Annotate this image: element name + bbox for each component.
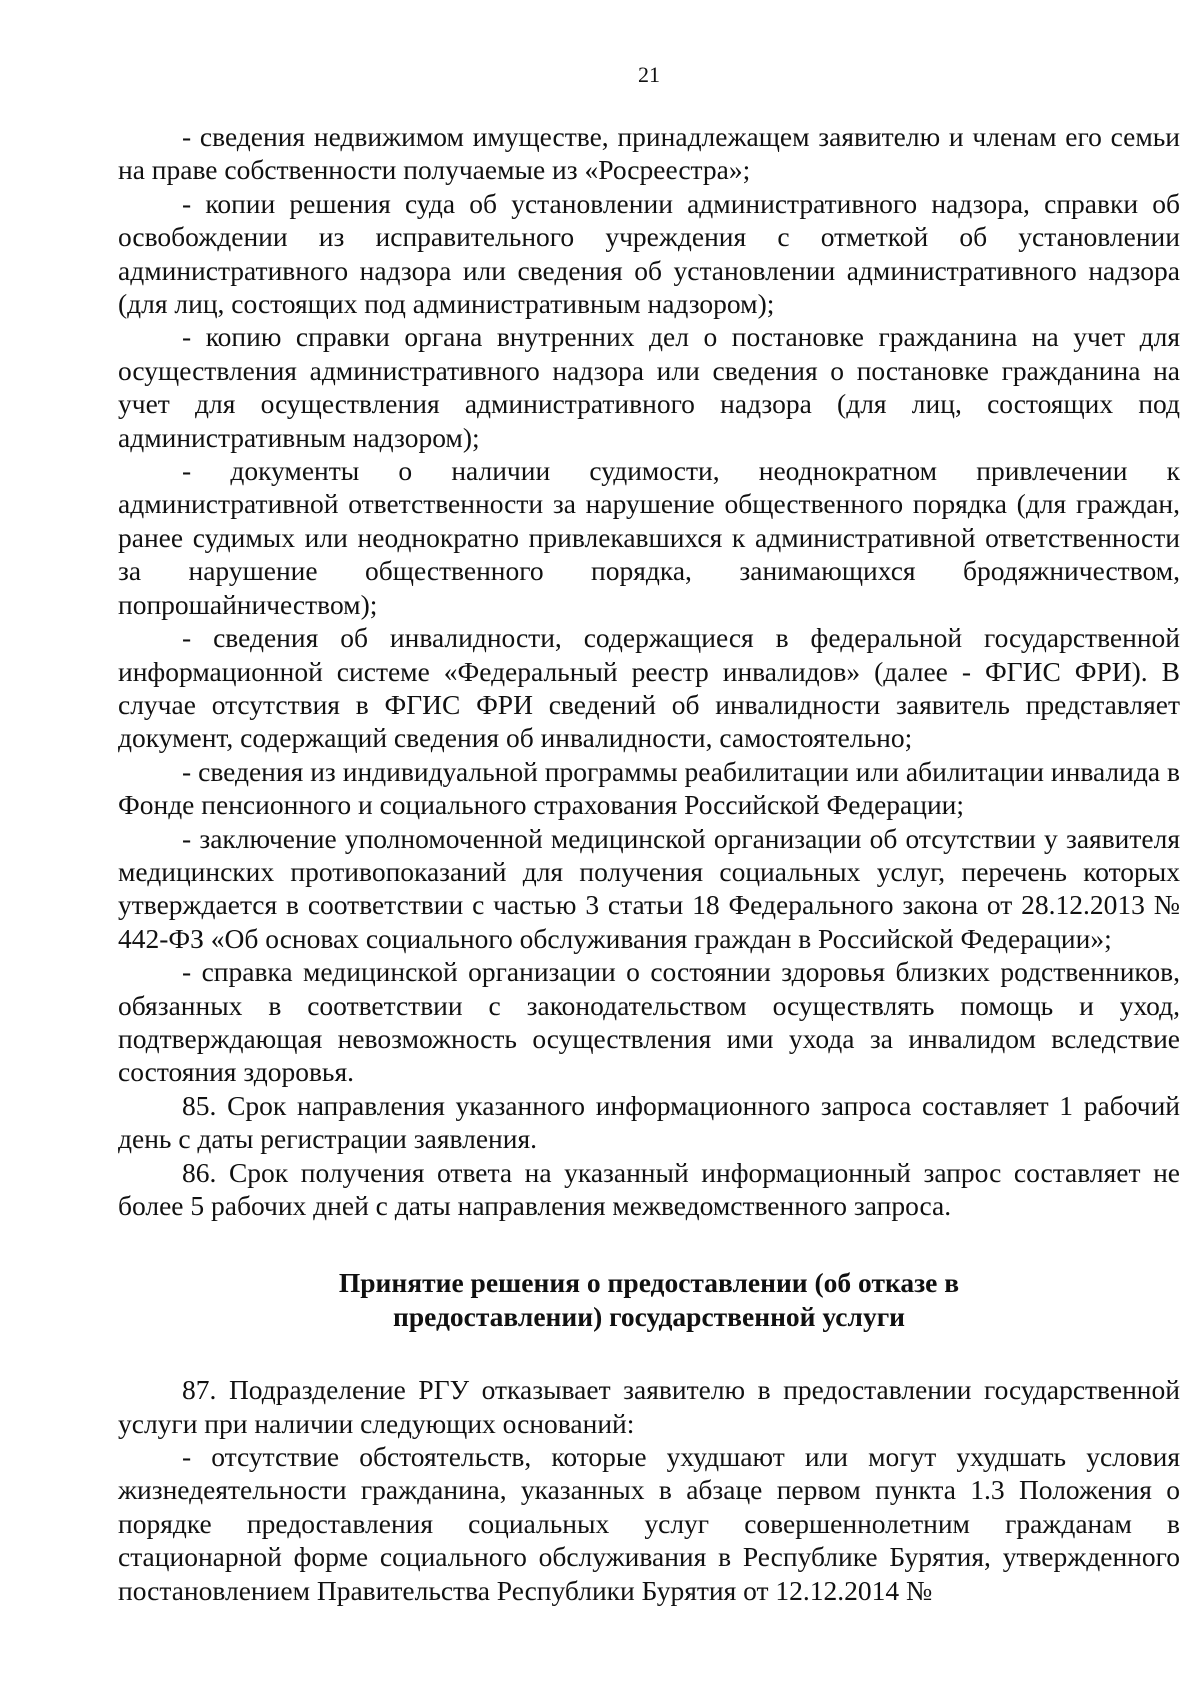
paragraph-refusal-ground: - отсутствие обстоятельств, которые ухудшают или могут ухудшать условия жизнедеятельности гражданина, указанных в абзаце первом пункта 1.3 Положения о порядке предоставления социальных услуг совершеннолетним гражданам в стационарной форме социального обслуживания в Республике Бурятия, утвержденного постановлением Правительства Республики Бурятия от 12.12.2014 №: [118, 1441, 1180, 1606]
paragraph-court-decision: - копии решения суда об установлении административного надзора, справки об освобождении из исправительного учреждения с отметкой об установлении административного надзора или сведения об установлении административного надзора (для лиц, состоящих под административным надзором);: [118, 187, 1180, 320]
document-page: [118, 60, 1180, 1607]
paragraph-87-refusal: 87. Подразделение РГУ отказывает заявителю в предоставлении государственной услуги при наличии следующих оснований:: [118, 1374, 1180, 1439]
paragraph-realty-info: - сведения недвижимом имуществе, принадлежащем заявителю и членам его семьи на праве собственности получаемые из «Росреестра»;: [118, 121, 1180, 186]
paragraph-85-request-deadline: 85. Срок направления указанного информационного запроса составляет 1 рабочий день с даты регистрации заявления.: [118, 1089, 1180, 1155]
paragraph-disability-info: - сведения об инвалидности, содержащиеся в федеральной государственной информационной системе «Федеральный реестр инвалидов» (далее - ФГИС ФРИ). В случае отсутствия в ФГИС ФРИ сведений об инвалидности заявитель представляет документ, содержащий сведения об инвалидности, самостоятельно;: [118, 622, 1180, 754]
paragraph-relatives-health: - справка медицинской организации о состоянии здоровья близких родственников, обязанных в соответствии с законодательством осуществлять помощь и уход, подтверждающая невозможность осуществления ими ухода за инвалидом вследствие состояния здоровья.: [118, 956, 1180, 1088]
paragraph-police-certificate: - копию справки органа внутренних дел о постановке гражданина на учет для осуществления административного надзора или сведения о постановке гражданина на учет для осуществления административного надзора (для лиц, состоящих под административным надзором);: [118, 321, 1180, 453]
page-number: 21: [638, 62, 660, 87]
section-heading: Принятие решения о предоставлении (об отказе в предоставлении) государственной услуги: [338, 1267, 960, 1332]
paragraph-medical-conclusion: - заключение уполномоченной медицинской организации об отсутствии у заявителя медицинских противопоказаний для получения социальных услуг, перечень которых утверждается в соответствии с частью 3 статьи 18 Федерального закона от 28.12.2013 № 442-ФЗ «Об основах социального обслуживания граждан в Российской Федерации»;: [118, 822, 1180, 954]
paragraph-criminal-record: - документы о наличии судимости, неоднократном привлечении к административной ответственности за нарушение общественного порядка (для граждан, ранее судимых или неоднократно привлекавшихся к административной ответственности за нарушение общественного порядка, занимающихся бродяжничеством, попрошайничеством);: [118, 455, 1180, 620]
paragraph-86-response-deadline: 86. Срок получения ответа на указанный информационный запрос составляет не более 5 рабочих дней с даты направления межведомственного запроса.: [118, 1156, 1180, 1221]
paragraph-rehabilitation-program: - сведения из индивидуальной программы реабилитации или абилитации инвалида в Фонде пенсионного и социального страхования Российской Федерации;: [118, 755, 1180, 821]
